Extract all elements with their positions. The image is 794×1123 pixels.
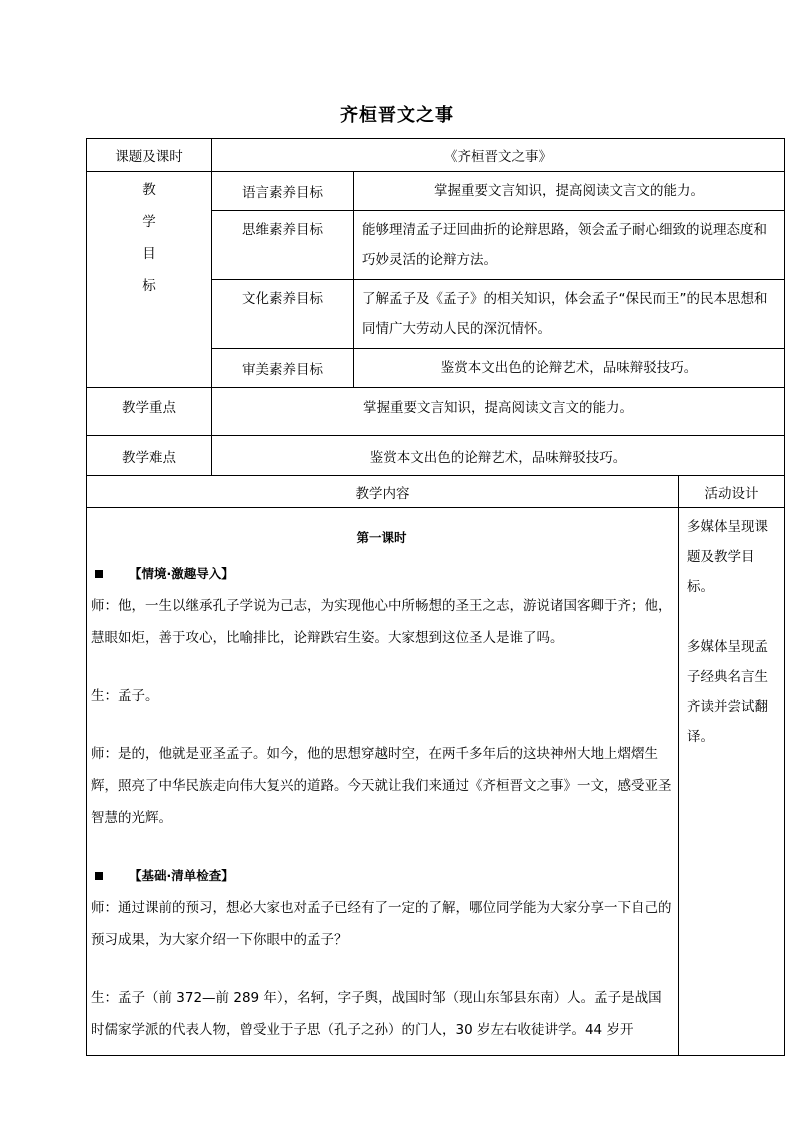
goal-text: 鉴赏本文出色的论辩艺术，品味辩驳技巧。 — [354, 349, 785, 388]
lesson-plan-table — [86, 138, 785, 1056]
difficulty-row — [87, 436, 785, 476]
goals-label-char: 学 — [142, 214, 156, 230]
key-point-row — [87, 388, 785, 436]
activity-item: 多媒体呈现孟子经典名言生齐读并尝试翻译。 — [687, 639, 768, 745]
goals-label-char: 目 — [142, 246, 156, 262]
goal-name: 文化素养目标 — [212, 280, 354, 349]
key-point-text: 掌握重要文言知识，提高阅读文言文的能力。 — [212, 388, 785, 436]
goal-name: 思维素养目标 — [212, 211, 354, 280]
goal-text: 了解孟子及《孟子》的相关知识，体会孟子“保民而王”的民本思想和同情广大劳动人民的深沉情怀。 — [354, 280, 785, 349]
section-heading — [91, 558, 672, 590]
activity-design — [679, 508, 785, 1056]
lesson-value: 《齐桓晋文之事》 — [212, 139, 785, 172]
section-title: 【基础·清单检查】 — [129, 868, 234, 883]
paragraph: 师：他，一生以继承孔子学说为己志，为实现他心中所畅想的圣王之志，游说诸国客卿于齐；他，慧眼如炬，善于攻心，比喻排比，论辩跌宕生姿。大家想到这位圣人是谁了吗。 — [91, 598, 672, 646]
goals-label — [87, 172, 212, 388]
key-point-label: 教学重点 — [87, 388, 212, 436]
activity-item: 多媒体呈现课题及教学目标。 — [687, 519, 768, 595]
paragraph: 师：通过课前的预习，想必大家也对孟子已经有了一定的了解，哪位同学能为大家分享一下自己的预习成果，为大家介绍一下你眼中的孟子？ — [91, 900, 672, 948]
lesson-row — [87, 139, 785, 172]
content-row — [87, 508, 785, 1056]
activity-header: 活动设计 — [679, 476, 785, 508]
difficulty-text: 鉴赏本文出色的论辩艺术，品味辩驳技巧。 — [212, 436, 785, 476]
lesson-label: 课题及课时 — [87, 139, 212, 172]
paragraph: 师：是的，他就是亚圣孟子。如今，他的思想穿越时空，在两千多年后的这块神州大地上熠熠生辉，照亮了中华民族走向伟大复兴的道路。今天就让我们来通过《齐桓晋文之事》一文，感受亚圣智慧的光辉。 — [91, 746, 672, 826]
goal-name: 语言素养目标 — [212, 172, 354, 211]
paragraph: 生：孟子。 — [91, 688, 159, 704]
square-bullet-icon — [95, 570, 103, 578]
content-header: 教学内容 — [87, 476, 679, 508]
teaching-content — [87, 508, 679, 1056]
content-header-row — [87, 476, 785, 508]
goal-row-language — [87, 172, 785, 211]
goals-label-char: 教 — [142, 182, 156, 198]
paragraph: 生：孟子（前 372—前 289 年），名轲，字子舆，战国时邹（现山东邹县东南）人。孟子是战国时儒家学派的代表人物，曾受业于子思（孔子之孙）的门人，30 岁左右收徒讲学。44 岁开 — [91, 990, 662, 1038]
page-title: 齐桓晋文之事 — [340, 105, 454, 126]
section-title: 【情境·激趣导入】 — [129, 566, 234, 581]
goal-text: 掌握重要文言知识，提高阅读文言文的能力。 — [354, 172, 785, 211]
square-bullet-icon — [95, 872, 103, 880]
section-heading — [91, 860, 672, 892]
goals-label-char: 标 — [142, 278, 156, 294]
difficulty-label: 教学难点 — [87, 436, 212, 476]
goal-text: 能够理清孟子迂回曲折的论辩思路，领会孟子耐心细致的说理态度和巧妙灵活的论辩方法。 — [354, 211, 785, 280]
goal-name: 审美素养目标 — [212, 349, 354, 388]
lesson-number: 第一课时 — [356, 530, 407, 545]
